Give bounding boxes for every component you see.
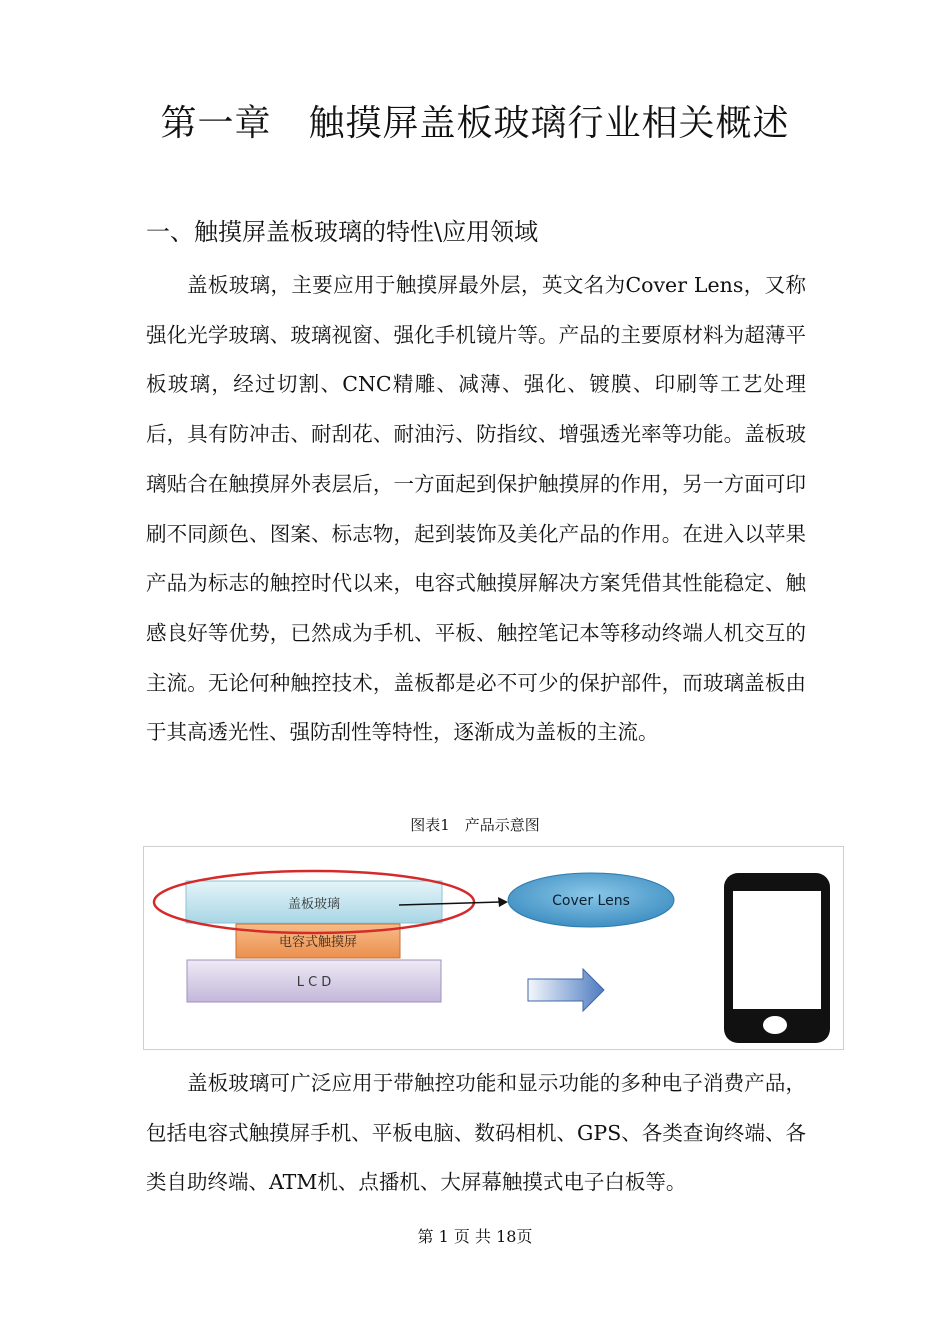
touch-layer-label: 电容式触摸屏 <box>278 935 358 950</box>
block-arrow <box>528 969 604 1011</box>
body-paragraph: 盖板玻璃，主要应用于触摸屏最外层，英文名为Cover Lens，又称强化光学玻璃、玻璃视窗、强化手机镜片等。产品的主要原材料为超薄平板玻璃，经过切割、CNC精雕、减薄、强化、镀膜、印刷等工艺处理后，具有防冲击、耐刮花、耐油污、防指纹、增强透光率等功能。盖板玻璃贴合在触摸屏外表层后，一方面起到保护触摸屏的作用，另一方面可印刷不同颜色、图案、标志物，起到装饰及美化产品的作用。在进入以苹果产品为标志的触控时代以来，电容式触摸屏解决方案凭借其性能稳定、触感良好等优势，已然成为手机、平板、触控笔记本等移动终端人机交互的主流。无论何种触控技术，盖板都是必不可少的保护部件，而玻璃盖板由于其高透光性、强防刮性等特性，逐渐成为盖板的主流。 <box>146 273 806 745</box>
product-diagram <box>143 846 844 1050</box>
phone-screen <box>733 891 821 1009</box>
chapter-title: 第一章 触摸屏盖板玻璃行业相关概述 <box>160 103 790 144</box>
page-number: 第 1 页 共 18页 <box>417 1227 533 1246</box>
product-diagram-svg <box>144 847 845 1051</box>
lcd-layer-label: L C D <box>296 975 332 990</box>
figure-caption: 图表1 产品示意图 <box>410 816 540 834</box>
cover-glass-label: 盖板玻璃 <box>287 897 341 912</box>
phone-home-button <box>763 1016 787 1034</box>
section-heading: 一、触摸屏盖板玻璃的特性\应用领域 <box>146 218 539 246</box>
body-paragraph: 盖板玻璃可广泛应用于带触控功能和显示功能的多种电子消费产品，包括电容式触摸屏手机、平板电脑、数码相机、GPS、各类查询终端、各类自助终端、ATM机、点播机、大屏幕触摸式电子白板等。 <box>146 1071 806 1195</box>
cover-lens-label: Cover Lens <box>552 893 630 909</box>
pointer-arrow-head <box>498 897 508 907</box>
